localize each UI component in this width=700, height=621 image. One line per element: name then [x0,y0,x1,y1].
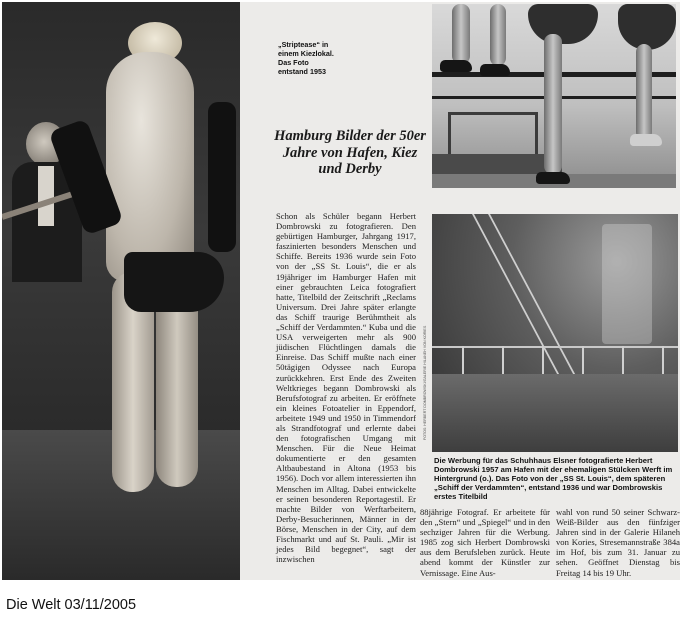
caption-right: Die Werbung für das Schuhhaus Elsner fotografierte Herbert Dombrowski 1957 am Hafen mit der ehemaligen Stülcken Werft im Hintergrund (o.). Das Foto von der „SS St. Louis“, dem späteren „Schiff der Verdammten“, entstand 1936 und war Dombrowskis erstes Titelbild [434,456,673,502]
leg [490,4,506,66]
leg [544,34,562,174]
guitarist-shirt [38,166,54,226]
source-line: Die Welt 03/11/2005 [6,597,137,613]
dress [618,4,676,50]
high-heel-shoe [536,172,570,184]
dancer-torso [106,52,194,282]
leg [636,44,652,140]
article-column-2: 88jährige Fotograf. Er arbeitete für den „Stern“ und „Spiegel“ und in den sechziger Jahren für die Werbung. 1985 zog sich Herbert Dombrowski aus dem Berufsleben zurück. Heute abend kommt der Künstler zur Vernissage. Eine Aus- [420,507,550,578]
ship-funnel [602,224,652,344]
dress [528,4,598,44]
high-heel-shoe [480,64,510,76]
article-column-1: Schon als Schüler begann Herbert Dombrowski zu fotografieren. Den gebürtigen Hamburger, Jahrgang 1917, faszinierten besonders Menschen und Schiffe. Bereits 1936 wurde sein Foto von der „SS St. Louis“, die er als 19jähriger im Hamburger Hafen mit einer gebrauchten Leica fotografiert hatte, Titelbild der Zeitschrift „Reclams Universum. Drei Jahre später erlangte das Schiff traurige Berühmtheit als „Schiff der Verdammten.“ Kuba und die USA verweigerten mehr als 900 jüdischen Flüchtlingen damals die Einreise. Das Schiff mußte nach einer 50tägigen Odyssee nach Europa zurückkehren. Erst Ende des Zweiten Weltkrieges begann Dombrowski als Berufsfotograf zu arbeiten. Er eröffnete ein kleines Fotoatelier in Eppendorf, arbeitete 1949 und 1950 in Timmendorf als Strandfotograf und erlernte dabei den fotografischen Umgang mit Menschen. Für die Neue Heimat dokumentierte er den gesamten Altbaubestand in Altona (1953 bis 1956). Doch vor allem interessierten ihn Menschen im Alltag. Dabei entwickelte er seinen besonderen Reportagestil. Er machte Bilder von Werftarbeitern, Derby-Besucherinnen, Männer in der Börse, Menschen in der City, auf dem Fischmarkt und auf St. Pauli. „Mir ist jedes Bild begegnet“, sagt der inzwischen [276,211,416,565]
harbor-shoes-photo [432,4,676,188]
caption-left: „Striptease“ in einem Kiezlokal. Das Foto entstand 1953 [278,40,334,76]
article-headline: Hamburg Bilder der 50er Jahre von Hafen, Kiez und Derby [274,128,426,177]
ss-st-louis-photo [432,214,678,452]
ship-deck [432,374,678,452]
dancer-skirt [124,252,224,312]
dancer-figure [94,22,214,492]
high-heel-shoe [440,60,472,72]
leg [452,4,470,64]
high-heel-shoe [630,134,662,146]
article-column-3: wahl von rund 50 seiner Schwarz-Weiß-Bilder aus den fünfziger Jahren sind in der Galerie Hilaneh von Kories, Stresemannstraße 384a im Hof, bis zum 31. Januar zu sehen. Geöffnet Dienstag bis Freitag 14 bis 19 Uhr. [556,507,680,578]
striptease-photo [2,2,240,580]
photo-credit: FOTOS: HERBERT DOMBROWSKI/GALERIE HILANEH VON KORIES [423,325,427,440]
newspaper-clipping [2,2,680,580]
dancer-right-glove [208,102,236,252]
